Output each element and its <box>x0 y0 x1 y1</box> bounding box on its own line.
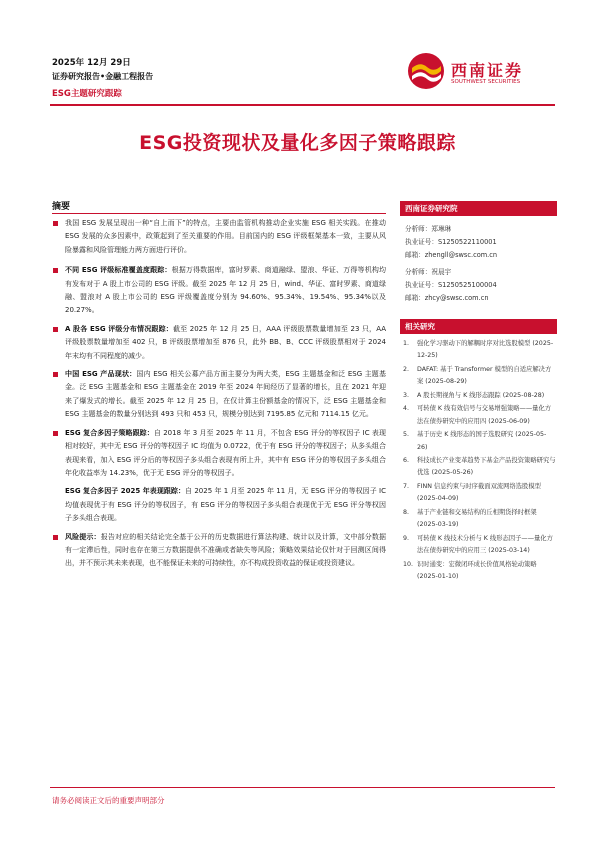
related-research-item[interactable] <box>403 507 556 532</box>
related-research-list <box>403 338 556 585</box>
related-item-text: 基于历史 K 线形态的国子选股研究 (2025-05-26) <box>417 431 547 451</box>
header-divider <box>50 104 555 106</box>
abstract-item-text: 自 2018 年 3 月至 2025 年 11 月，不包含 ESG 评分的等权因子 IC 表现相对较好，其中无 ESG 评分的等权因子 IC 均值为 0.0722，优于有 ESG 评分的等权因子；从多头组合表现来看，加入 ESG 评分后的等权因子多头组合表现有所上升，其中有 ESG 评分的等权因子多头组合年化收益率为 14.23%，优于无 ESG 评分的等权因子。 <box>65 428 386 477</box>
abstract-list <box>52 217 386 571</box>
analyst-name: 分析师：祝晨宇 <box>405 268 452 276</box>
related-item-text: A 股长期视角与 K 线形态跟踪 (2025-08-28) <box>417 391 545 399</box>
abstract-item-text: 我国 ESG 发展呈现出一种“自上而下”的特点，主要由监管机构推动企业实施 ESG 相关实践。在推动 ESG 发展的众多因素中，政策起到了至关重要的作用。目前国内的 ESG 评级框架基本一致，主要从风险暴露和风险管理能力两方面进行评价。 <box>65 219 386 254</box>
related-item-number: 3. <box>403 391 410 399</box>
abstract-item-text: 根据万得数据库，富时罗素、商道融绿、盟浪、华证、万得等机构均有发布对于 A 股上市公司的 ESG 评级。截至 2025 年 12 月 25 日，wind、华证、富时罗素、商道绿融、盟浪对 A 股上市公司的 ESG 评级覆盖度分别为 94.60%、95.34%、19.54%、95.34%以及 20.27%。 <box>65 266 386 315</box>
abstract-item-text: 截至 2025 年 12 月 25 日，AAA 评级股票数量增加至 23 只，AA 评级股票数量增加至 402 只，B 评级股票增加至 876 只，此外 BB、B、CCC 评级股票相对于 2024 年末均有不同程度的减少。 <box>65 324 386 360</box>
abstract-item-lead: 不同 ESG 评级标准覆盖度跟踪： <box>65 266 172 275</box>
institute-heading: 西南证券研究院 <box>400 201 557 216</box>
abstract-item <box>52 485 386 525</box>
analyst-name: 分析师：郑琳琳 <box>405 225 452 233</box>
related-research-item[interactable] <box>403 481 556 506</box>
related-item-number: 4. <box>403 405 410 413</box>
report-type: 证券研究报告•金融工程报告 <box>52 72 154 81</box>
abstract-item <box>52 368 386 422</box>
related-research-item[interactable] <box>403 390 556 402</box>
abstract-item-text: 自 2025 年 1 月至 2025 年 11 月，无 ESG 评分的等权因子 IC 均值表现优于有 ESG 评分的等权因子，有 ESG 评分的等权因子多头组合表现优于无 ESG 评分等权因子多头组合表现。 <box>65 487 386 523</box>
related-item-text: FINN 信息约束与时序截面双流网络选股模型 (2025-04-09) <box>417 483 541 503</box>
related-item-number: 6. <box>403 457 410 465</box>
analyst-email: 邮箱：zhcy@swsc.com.cn <box>405 293 489 302</box>
related-item-text: 可转债 K 线有效信号与交易增强策略——量化方法在债券研究中的应用四 (2025-06-09) <box>417 405 552 425</box>
abstract-item-lead: ESG 复合多因子策略跟踪： <box>65 428 154 437</box>
abstract-item <box>52 427 386 481</box>
related-research-item[interactable] <box>403 455 556 480</box>
abstract-item-text: 国内 ESG 相关公募产品方面主要分为两大类，ESG 主题基金和泛 ESG 主题基金。泛 ESG 主题基金和 ESG 主题基金在 2019 年至 2024 年间经历了显著的增长，且在 2021 年迎来了爆发式的增长。截至 2025 年 12 月 25 日，在仅计算主份额基金的情况下，泛 ESG 主题基金和 ESG 主题基金的数量分别达到 493 只和 453 只，规模分别达到 7195.85 亿元和 7114.15 亿元。 <box>65 370 386 419</box>
abstract-item <box>52 217 386 257</box>
related-research-item[interactable] <box>403 364 556 389</box>
related-research-item[interactable] <box>403 559 556 584</box>
abstract-divider <box>52 213 386 214</box>
related-item-number: 7. <box>403 483 410 491</box>
related-item-number: 9. <box>403 534 410 542</box>
related-research-item[interactable] <box>403 338 556 363</box>
company-logo <box>407 52 557 94</box>
related-item-text: 识时通变：宏微闭环成长价值风格轮动策略 (2025-01-10) <box>417 560 537 581</box>
related-research-heading: 相关研究 <box>400 319 557 334</box>
analyst-card <box>405 266 555 304</box>
related-item-number: 5. <box>403 431 410 439</box>
abstract-item <box>52 323 386 363</box>
abstract-item-lead: ESG 复合多因子 2025 年表现跟踪： <box>65 487 186 496</box>
related-research-item[interactable] <box>403 533 556 558</box>
related-item-number: 1. <box>403 340 410 347</box>
related-item-text: 可转债 K 线技术分析与 K 线形态因子——量化方法在债券研究中的应用三 (2025-03-14) <box>417 534 553 555</box>
related-item-number: 2. <box>403 365 410 373</box>
abstract-item-lead: 中国 ESG 产品现状： <box>65 370 137 379</box>
report-title: ESG投资现状及量化多因子策略跟踪 <box>139 132 456 154</box>
related-research-item[interactable] <box>403 403 556 428</box>
report-topic: ESG主题研究跟踪 <box>52 89 122 99</box>
analyst-license: 执业证号：S1250522110001 <box>405 237 497 246</box>
footer-divider <box>50 787 555 788</box>
abstract-item-lead: 风险提示： <box>65 532 101 541</box>
related-item-number: 8. <box>403 508 410 516</box>
abstract-heading: 摘要 <box>52 202 71 212</box>
abstract-item <box>52 264 386 318</box>
logo-mark-icon <box>407 52 445 90</box>
related-research-item[interactable] <box>403 429 556 454</box>
abstract-item-lead: A 股各 ESG 评级分布情况跟踪： <box>65 324 173 333</box>
abstract-item-text: 报告对应的相关结论完全基于公开的历史数据进行算法构建、统计以及计算，文中部分数据有一定滞后性，同时也存在第三方数据提供不准确或者缺失等风险；策略效果结论仅针对于回测区间得出，并不预示其未来表现，也不能保证未来的可持续性，亦不构成投资收益的保证或投资建议。 <box>65 532 387 568</box>
related-item-number: 10. <box>403 560 414 568</box>
logo-name-cn: 西南证券 <box>451 61 524 80</box>
report-date: 2025年 12月 29日 <box>52 58 131 68</box>
related-item-text: 强化学习驱动下的解耦时序对比选股模型 (2025-12-25) <box>417 340 554 360</box>
related-item-text: DAFAT: 基于 Transformer 模型的自适应解决方案 (2025-08-29) <box>417 365 552 386</box>
logo-name-en: SOUTHWEST SECURITIES <box>451 79 521 85</box>
analyst-email: 邮箱：zhengll@swsc.com.cn <box>405 250 498 259</box>
analyst-card <box>405 223 555 261</box>
related-item-text: 科技成长产业变革趋势下基金产品投资策略研究与优选 (2025-05-26) <box>417 457 556 477</box>
abstract-item <box>52 531 386 571</box>
related-item-text: 基于产业链和交易结构的丘相期货择时框架 (2025-03-19) <box>417 508 537 529</box>
analyst-license: 执业证号：S1250525100004 <box>405 280 497 289</box>
footer-disclaimer: 请务必阅读正文后的重要声明部分 <box>52 796 165 805</box>
